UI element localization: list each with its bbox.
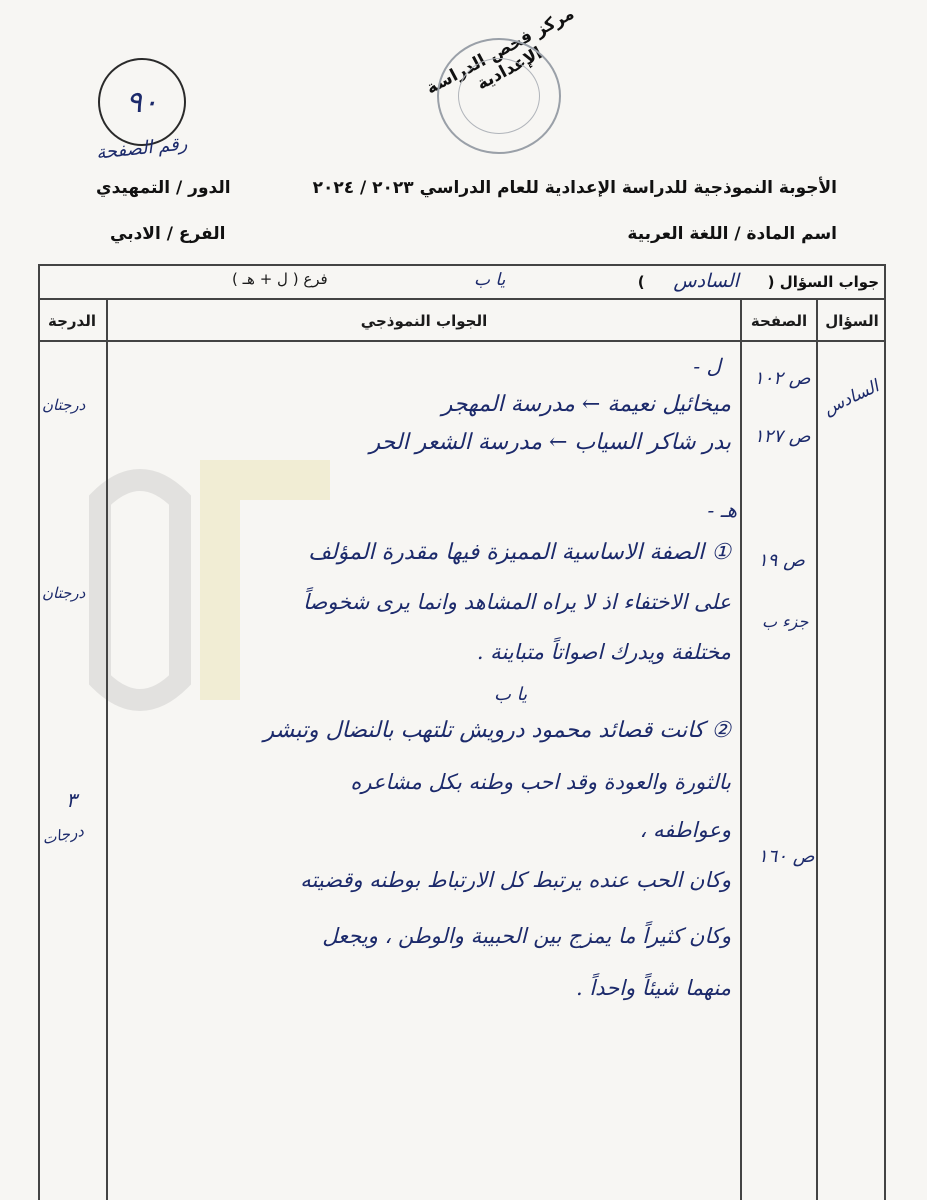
center-title: مركز فحص الدراسة الإعدادية: [422, 3, 578, 99]
answer-line: وعواطفه ،: [639, 818, 731, 842]
header-page: الصفحة: [750, 312, 808, 330]
grade-1: درجتان: [42, 396, 86, 414]
answer-line: وكان كثيراً ما يمزج بين الحبيبة والوطن ، ويجعل: [322, 924, 731, 948]
subject-label: اسم المادة / اللغة العربية: [627, 224, 837, 244]
answer-line: ① الصفة الاساسية المميزة فيها مقدرة المؤلف: [308, 540, 731, 565]
row-divider: [38, 298, 886, 300]
page-ref-4: ص ١٦٠: [758, 846, 815, 867]
main-title: الأجوبة النموذجية للدراسة الإعدادية للعام الدراسي ٢٠٢٣ / ٢٠٢٤: [312, 178, 837, 198]
page-ref-3b: جزء ب: [762, 612, 809, 631]
answer-line: ميخائيل نعيمة ← مدرسة المهجر: [441, 392, 731, 417]
grade-3-word: درجات: [40, 821, 86, 849]
row-divider: [38, 340, 886, 342]
page-ref-3: ص ١٩: [758, 550, 805, 571]
answer-line: مختلفة ويدرك اصواتاً متباينة .: [476, 640, 731, 664]
col-divider: [106, 298, 108, 1200]
header-answer: الجواب النموذجي: [360, 312, 488, 330]
question-name: السادس: [673, 270, 739, 292]
question-suffix: ): [637, 273, 645, 291]
question-note: يا ب: [474, 270, 506, 290]
answer-line: بالثورة والعودة وقد احب وطنه بكل مشاعره: [350, 770, 731, 794]
question-prefix: جواب السؤال (: [767, 273, 879, 291]
answer-section-l: ل -: [693, 354, 721, 378]
answer-line: وكان الحب عنده يرتبط كل الارتباط بوطنه وقضيته: [300, 868, 731, 892]
question-cell: السادس: [820, 376, 883, 420]
ministry-seal: [437, 38, 561, 154]
answer-line: بدر شاكر السياب ← مدرسة الشعر الحر: [369, 430, 731, 455]
page-ref-1: ص ١٠٢: [754, 368, 811, 389]
branch-label: الفرع / الادبي: [110, 224, 226, 244]
answer-note: يا ب: [494, 684, 528, 705]
session-label: الدور / التمهيدي: [96, 178, 231, 198]
page-ref-2: ص ١٢٧: [754, 426, 811, 447]
page-number-label: رقم الصفحة: [95, 133, 189, 164]
grade-2: درجتان: [42, 584, 86, 602]
question-line: [638, 270, 879, 292]
grade-3-number: ٣: [66, 788, 77, 812]
col-divider: [740, 298, 742, 1200]
page-number: ٩٠: [98, 58, 186, 146]
header-question: السؤال: [825, 312, 879, 330]
answer-line: ② كانت قصائد محمود درويش تلتهب بالنضال وتبشر: [263, 718, 731, 743]
branch-cell: فرع ( ل + هـ ): [232, 270, 328, 288]
answer-line: منهما شيئاً واحداً .: [576, 976, 731, 1000]
col-divider: [816, 298, 818, 1200]
header-grade: الدرجة: [48, 312, 96, 330]
answer-section-h: هـ -: [707, 498, 737, 522]
answer-line: على الاختفاء اذ لا يراه المشاهد وانما يرى شخوصاً: [303, 590, 731, 614]
